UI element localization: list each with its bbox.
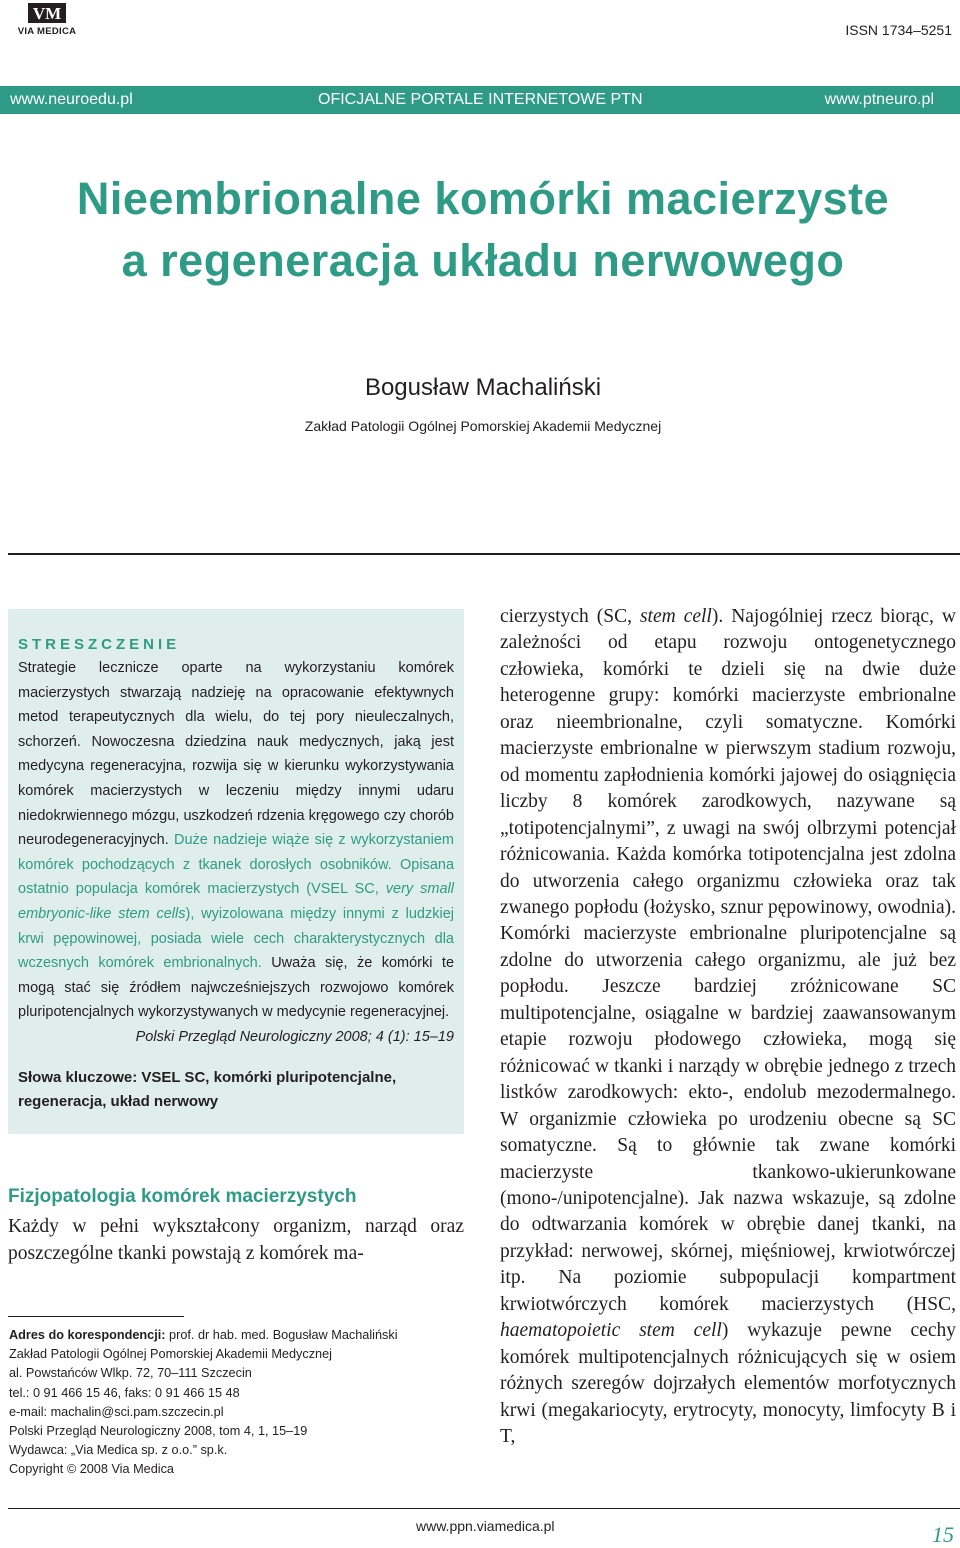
publisher: Wydawca: „Via Medica sp. z o.o.” sp.k.	[9, 1443, 228, 1458]
right-text-1-italic: stem cell	[639, 606, 712, 627]
right-column-text	[500, 604, 956, 1451]
correspondence-block	[9, 1326, 398, 1480]
author-name: Bogusław Machaliński	[364, 374, 602, 401]
correspondence-affiliation: Zakład Patologii Ogólnej Pomorskiej Akademii Medycznej	[9, 1347, 332, 1362]
journal-reference: Polski Przegląd Neurologiczny 2008, tom 4, 1, 15–19	[9, 1424, 308, 1439]
neuroedu-link[interactable]: www.neuroedu.pl	[10, 91, 133, 108]
correspondence-label: Adres do korespondencji:	[9, 1328, 166, 1342]
via-medica-logo	[8, 2, 86, 36]
article-title	[0, 168, 960, 292]
page-number: 15	[932, 1522, 954, 1547]
copyright: Copyright © 2008 Via Medica	[9, 1462, 174, 1477]
journal-citation: Polski Przegląd Neurologiczny 2008; 4 (1): 15–19	[135, 1028, 454, 1045]
author-affiliation: Zakład Patologii Ogólnej Pomorskiej Akademii Medycznej	[304, 418, 662, 434]
abstract-heading: STRESZCZENIE	[18, 636, 181, 653]
right-text-3: ) wykazuje pewne cechy komórek multipotencjalnych różnicujących się w osiem różnych szeregów dojrzałych elementów morfotycznych krwi (megakariocyty, erytrocyty, monocyty, limfocyty B i T,	[500, 1320, 956, 1448]
abstract-text-3b: ), wyizolowana między innymi z ludzkiej krwi pępowinowej, posiada wiele cech charakterystycznych dla wczesnych komórek embrionalnych.	[18, 905, 454, 972]
abstract-text-3a: Opisana ostatnio populacja komórek macierzystych (VSEL SC,	[18, 856, 455, 898]
right-text-2: ). Najogólniej rzecz biorąc, w zależności od etapu rozwoju ontogenetycznego człowieka, komórki te dzieli się na dwie duże heterogenne grupy: komórki macierzyste embrionalne oraz nieembrionalne, czyli somatyczne. Komórki macierzyste embrionalne w pierwszym stadium rozwoju, od momentu zapłodnienia komórki jajowej do osiągnięcia liczby 8 komórek zarodkowych, nazywane są „totipotencjalnymi”, z uwagi na swój olbrzymi potencjał różnicowania. Każda komórka totipotencjalna jest zdolna do utworzenia całego organizmu człowieka oraz tak zwanego popłodu (łożysko, sznur pępowinowy, owodnia). Komórki macierzyste embrionalne pluripotencjalne są zdolne do utworzenia całego organizmu, ale już bez popłodu. Jeszcze bardziej zróżnicowane SC multipotencjalne, osiągalne w bardziej zaawansowanym etapie rozwoju płodowego człowieka, mogą się różnicować w tkanki i narządy w obrębie jednego z trzech listków zarodkowych: ekto-, endolub mezodermalnego. W organizmie człowieka po urodzeniu obecne są SC somatyczne. Są to głównie tak zwane komórki macierzyste tkankowo-ukierunkowane (mono-/unipotencjalne). Jak nazwa wskazuje, są zdolne do odtwarzania komórek w obrębie danej tkanki, na przykład: nerwowej, skórnej, mięśniowej, krwiotwórczej itp. Na poziomie subpopulacji kompartment krwiotwórczych komórek macierzystych (HSC,	[500, 606, 956, 1315]
correspondence-divider	[8, 1316, 184, 1317]
journal-url-link[interactable]: www.ppn.viamedica.pl	[416, 1518, 555, 1534]
abstract-body	[18, 656, 454, 1050]
right-text-1: cierzystych (SC,	[500, 606, 640, 627]
abstract-text-3-italic: very small embryonic-like stem cells	[18, 881, 454, 922]
article-title-line-2: a regeneracja układu nerwowego	[121, 235, 845, 286]
keywords: Słowa kluczowe: VSEL SC, komórki pluripotencjalne, regeneracja, układ nerwowy	[18, 1069, 397, 1110]
correspondence-address: al. Powstańców Wlkp. 72, 70–111 Szczecin	[9, 1366, 252, 1381]
section-body: Każdy w pełni wykształcony organizm, narząd oraz poszczególne tkanki powstają z komórek ma-	[8, 1216, 464, 1264]
portal-banner-caption: OFICJALNE PORTALE INTERNETOWE PTN	[318, 91, 643, 108]
svg-text:VM: VM	[32, 4, 62, 23]
section-heading: Fizjopatologia komórek macierzystych	[8, 1186, 357, 1207]
right-text-2-italic: haematopoietic stem cell	[500, 1320, 722, 1342]
footer-divider	[8, 1508, 960, 1509]
correspondence-phone: tel.: 0 91 466 15 46, faks: 0 91 466 15 48	[9, 1385, 240, 1400]
ptneuro-link[interactable]: www.ptneuro.pl	[824, 91, 934, 108]
abstract-text-4: Uważa się, że komórki te mogą stać się źródłem najwcześniejszych rozwojowo komórek pluripotencjalnych wykorzystywanych w medycynie regeneracyjnej.	[18, 955, 455, 1021]
correspondence-email: e-mail: machalin@sci.pam.szczecin.pl	[9, 1404, 224, 1419]
correspondence-name: prof. dr hab. med. Bogusław Machaliński	[165, 1328, 398, 1342]
abstract-text-1: Strategie lecznicze oparte na wykorzystaniu komórek macierzystych stwarzają nadzieję na opracowanie efektywnych metod terapeutycznych dla wielu, do tej pory nieuleczalnych, schorzeń. Nowoczesna dziedzina nauk medycznych, jaką jest medycyna regeneracyjna, rozwija się w kierunku wykorzystywania komórek macierzystych w leczeniu między innymi udaru niedokrwiennego mózgu, uszkodzeń rdzenia kręgowego czy chorób neurodegeneracyjnych.	[18, 660, 454, 849]
header-divider	[8, 553, 960, 555]
issn-number: ISSN 1734–5251	[845, 22, 952, 38]
article-title-line-1: Nieembrionalne komórki macierzyste	[76, 173, 890, 224]
svg-text:VIA MEDICA: VIA MEDICA	[17, 26, 77, 36]
abstract-text-2: Duże nadzieje wiąże się z wykorzystaniem komórek pochodzących z tkanek dorosłych osobników.	[18, 832, 454, 873]
